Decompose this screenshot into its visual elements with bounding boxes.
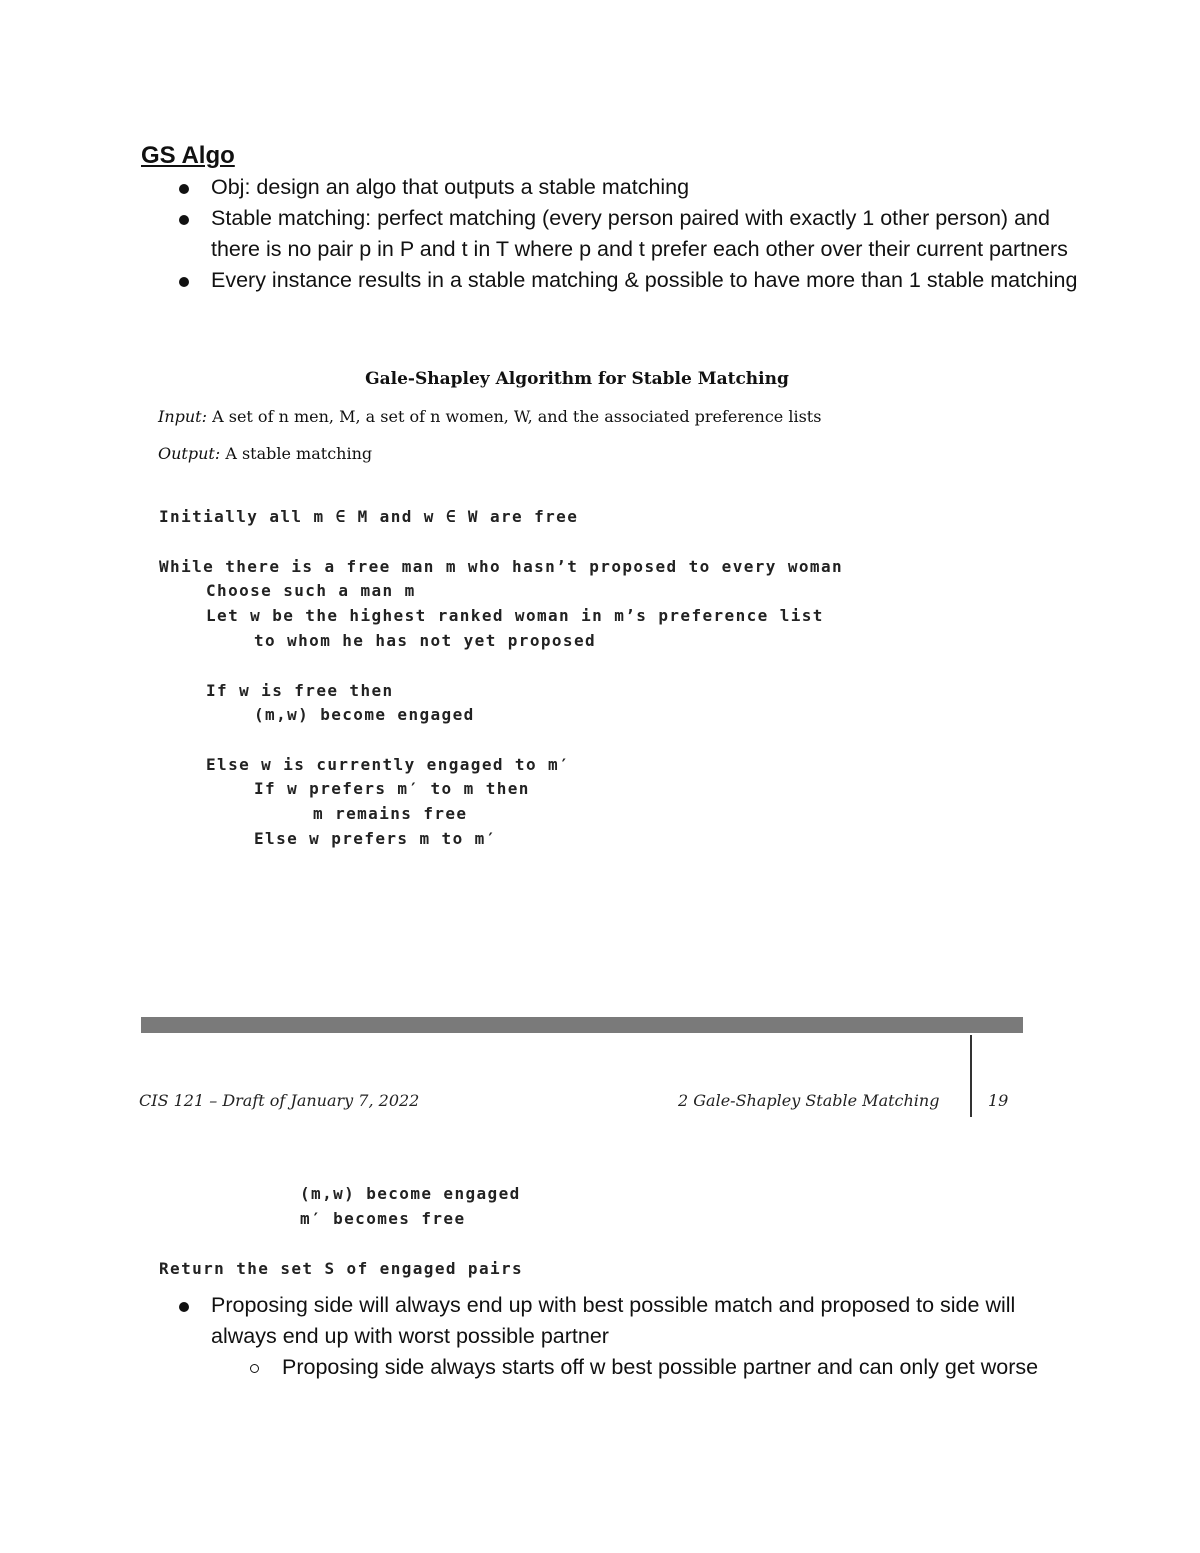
- algorithm-output: Output: A stable matching: [158, 444, 373, 463]
- page-title: GS Algo: [141, 142, 235, 169]
- footer-chapter: 2 Gale-Shapley Stable Matching: [678, 1091, 940, 1110]
- list-item: Proposing side always starts off w best possible partner and can only get worse: [141, 1352, 1081, 1383]
- bullet-icon: [179, 277, 189, 287]
- page-divider: [141, 1017, 1023, 1033]
- algorithm-input: Input: A set of n men, M, a set of n women, W, and the associated preference lists: [158, 407, 822, 426]
- list-item: Stable matching: perfect matching (every person paired with exactly 1 other person) and there is no pair p in P and t in T where p and t prefer each other over their current partners: [141, 203, 1081, 265]
- code-line: Choose such a man m: [206, 581, 416, 600]
- code-line: Else w is currently engaged to m′: [206, 755, 571, 774]
- code-line: While there is a free man m who hasn’t proposed to every woman: [159, 557, 844, 576]
- code-line: Let w be the highest ranked woman in m’s preference list: [206, 606, 824, 625]
- bullet-list: [141, 1290, 1081, 1383]
- bullet-list: [141, 172, 1081, 296]
- code-line: Else w prefers m to m′: [254, 829, 497, 848]
- list-item: Obj: design an algo that outputs a stable matching: [141, 172, 1081, 203]
- code-line: (m,w) become engaged: [254, 705, 475, 724]
- page-number: 19: [988, 1091, 1009, 1110]
- bullet-icon: [179, 1302, 189, 1312]
- code-line: Initially all m ∈ M and w ∈ W are free: [159, 507, 579, 526]
- code-line: If w prefers m′ to m then: [254, 779, 530, 798]
- list-item: Proposing side will always end up with best possible match and proposed to side will always end up with worst possible partner: [141, 1290, 1081, 1352]
- sub-bullet-icon: [250, 1364, 259, 1373]
- code-line: Return the set S of engaged pairs: [159, 1259, 524, 1278]
- code-line: m remains free: [313, 804, 468, 823]
- footer-left: CIS 121 – Draft of January 7, 2022: [139, 1091, 420, 1110]
- code-line: If w is free then: [206, 681, 394, 700]
- code-line: (m,w) become engaged: [300, 1184, 521, 1203]
- code-line: to whom he has not yet proposed: [254, 631, 597, 650]
- bullet-icon: [179, 215, 189, 225]
- bullet-icon: [179, 184, 189, 194]
- algorithm-title: Gale-Shapley Algorithm for Stable Matching: [365, 369, 789, 389]
- list-item: Every instance results in a stable matching & possible to have more than 1 stable matching: [141, 265, 1081, 296]
- footer-divider: [970, 1035, 972, 1117]
- code-line: m′ becomes free: [300, 1209, 466, 1228]
